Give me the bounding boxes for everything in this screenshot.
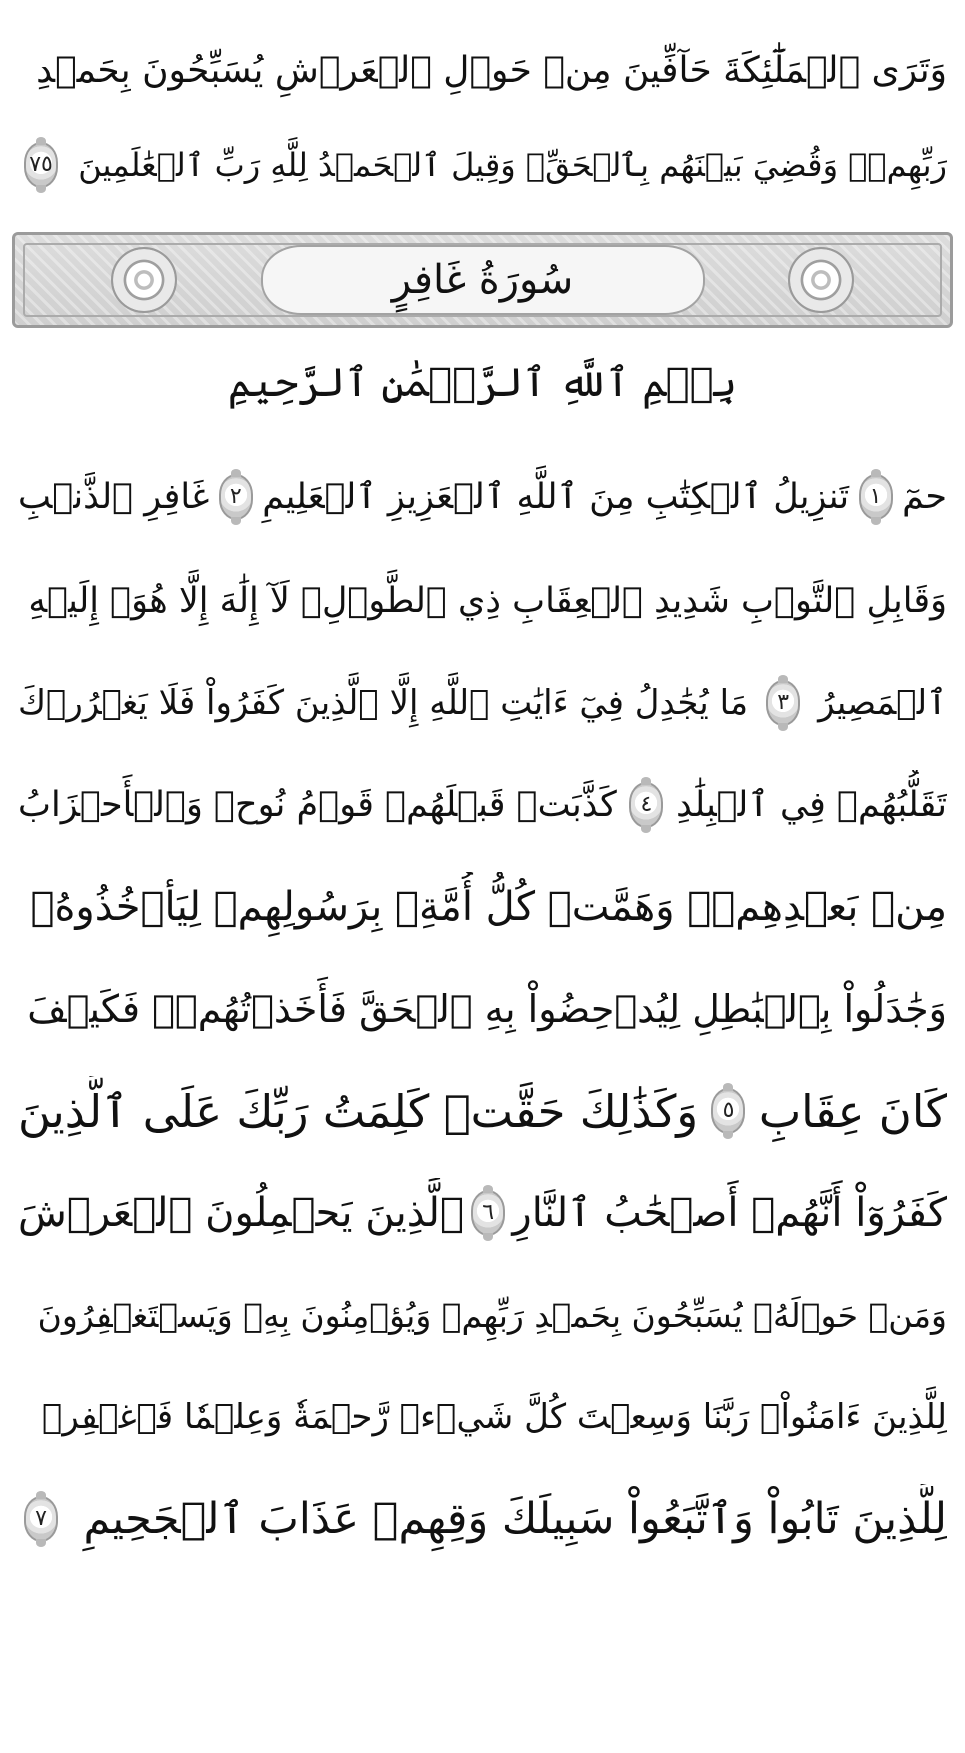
verse-text: وَقَابِلِ ٱلتَّوۡبِ شَدِيدِ ٱلۡعِقَابِ ذِي ٱلطَّوۡلِۖ لَآ إِلَٰهَ إِلَّا هُوَۖ إِلَيۡهِ [28, 580, 947, 621]
quran-line-3 [18, 462, 947, 532]
verse-text: لِلَّذِينَ ءَامَنُواْۖ رَبَّنَا وَسِعۡتَ كُلَّ شَيۡءٖ رَّحۡمَةٗ وَعِلۡمٗا فَٱغۡفِرۡ [41, 1397, 947, 1437]
verse-text: وَكَذَٰلِكَ حَقَّتۡ كَلِمَتُ رَبِّكَ عَلَى ٱلَّذِينَ [18, 1084, 699, 1138]
verse-text: وَتَرَى ٱلۡمَلَٰٓئِكَةَ حَآفِّينَ مِنۡ حَوۡلِ ٱلۡعَرۡشِ يُسَبِّحُونَ بِحَمۡدِ [36, 50, 947, 91]
verse-text: وَمَنۡ حَوۡلَهُۥ يُسَبِّحُونَ بِحَمۡدِ رَبِّهِمۡ وَيُؤۡمِنُونَ بِهِۦ وَيَسۡتَغۡفِرُونَ [37, 1295, 947, 1335]
verse-text: غَافِرِ ٱلذَّنۢبِ [18, 476, 210, 517]
quran-line-9 [18, 1076, 947, 1146]
surah-title: سُورَةُ غَافِرٍ [391, 257, 574, 303]
ayah-number-marker: ٢ [219, 474, 253, 520]
verse-text: كَذَّبَتۡ قَبۡلَهُمۡ قَوۡمُ نُوحٖ وَٱلۡأَحۡزَابُ [18, 784, 617, 825]
quran-line-2 [18, 130, 947, 200]
verse-text: رَبِّهِمۡۚ وَقُضِيَ بَيۡنَهُم بِٱلۡحَقِّۚ وَقِيلَ ٱلۡحَمۡدُ لِلَّهِ رَبِّ ٱلۡعَٰلَمِينَ [78, 146, 947, 184]
surah-title-cartouche [261, 245, 705, 315]
verse-text: مَا يُجَٰدِلُ فِيٓ ءَايَٰتِ ٱللَّهِ إِلَّا ٱلَّذِينَ كَفَرُواْ فَلَا يَغۡرُرۡكَ [18, 683, 749, 723]
verse-text: لِلَّذِينَ تَابُواْ وَٱتَّبَعُواْ سَبِيلَكَ وَقِهِمۡ عَذَابَ ٱلۡجَحِيمِ [83, 1493, 947, 1544]
verse-text: كَفَرُوٓاْ أَنَّهُمۡ أَصۡحَٰبُ ٱلنَّارِ [512, 1190, 947, 1236]
verse-text: ٱلۡمَصِيرُ [818, 683, 947, 723]
verse-text: تَنزِيلُ ٱلۡكِتَٰبِ مِنَ ٱللَّهِ ٱلۡعَزِيزِ ٱلۡعَلِيمِ [262, 476, 850, 517]
ayah-number-marker: ١ [859, 474, 893, 520]
ayah-number-marker: ٤ [629, 782, 663, 828]
quran-line-4 [18, 566, 947, 636]
verse-text: وَجَٰدَلُواْ بِٱلۡبَٰطِلِ لِيُدۡحِضُواْ بِهِ ٱلۡحَقَّ فَأَخَذۡتُهُمۡۖ فَكَيۡفَ [27, 987, 947, 1031]
quran-line-11 [18, 1280, 947, 1350]
quran-line-12 [18, 1382, 947, 1452]
rosette-ornament [788, 247, 854, 313]
verse-text: كَانَ عِقَابِ [758, 1084, 947, 1138]
surah-header-banner [12, 232, 953, 328]
basmala: بِسۡمِ ٱللَّهِ ٱلرَّحۡمَٰنِ ٱلرَّحِيمِ [227, 360, 738, 406]
verse-text: تَقَلُّبُهُمۡ فِي ٱلۡبِلَٰدِ [676, 784, 947, 825]
quran-line-13 [18, 1484, 947, 1554]
quran-line-7 [18, 872, 947, 942]
quran-line-10 [18, 1178, 947, 1248]
ayah-number-marker: ٧ [24, 1496, 58, 1542]
quran-line-1 [18, 36, 947, 106]
verse-text: مِنۢ بَعۡدِهِمۡۖ وَهَمَّتۡ كُلُّ أُمَّةِۭ بِرَسُولِهِمۡ لِيَأۡخُذُوهُۖ [30, 884, 947, 930]
verse-text: حمٓ [902, 476, 947, 517]
quran-line-8 [18, 974, 947, 1044]
rosette-ornament [111, 247, 177, 313]
ayah-number-marker: ٣ [766, 680, 800, 726]
ayah-number-marker: ٦ [471, 1190, 505, 1236]
quran-line-6 [18, 770, 947, 840]
quran-line-5 [18, 668, 947, 738]
ayah-number-marker: ٥ [711, 1088, 745, 1134]
ayah-number-marker: ٧٥ [24, 142, 58, 188]
verse-text: ٱلَّذِينَ يَحۡمِلُونَ ٱلۡعَرۡشَ [18, 1190, 464, 1236]
